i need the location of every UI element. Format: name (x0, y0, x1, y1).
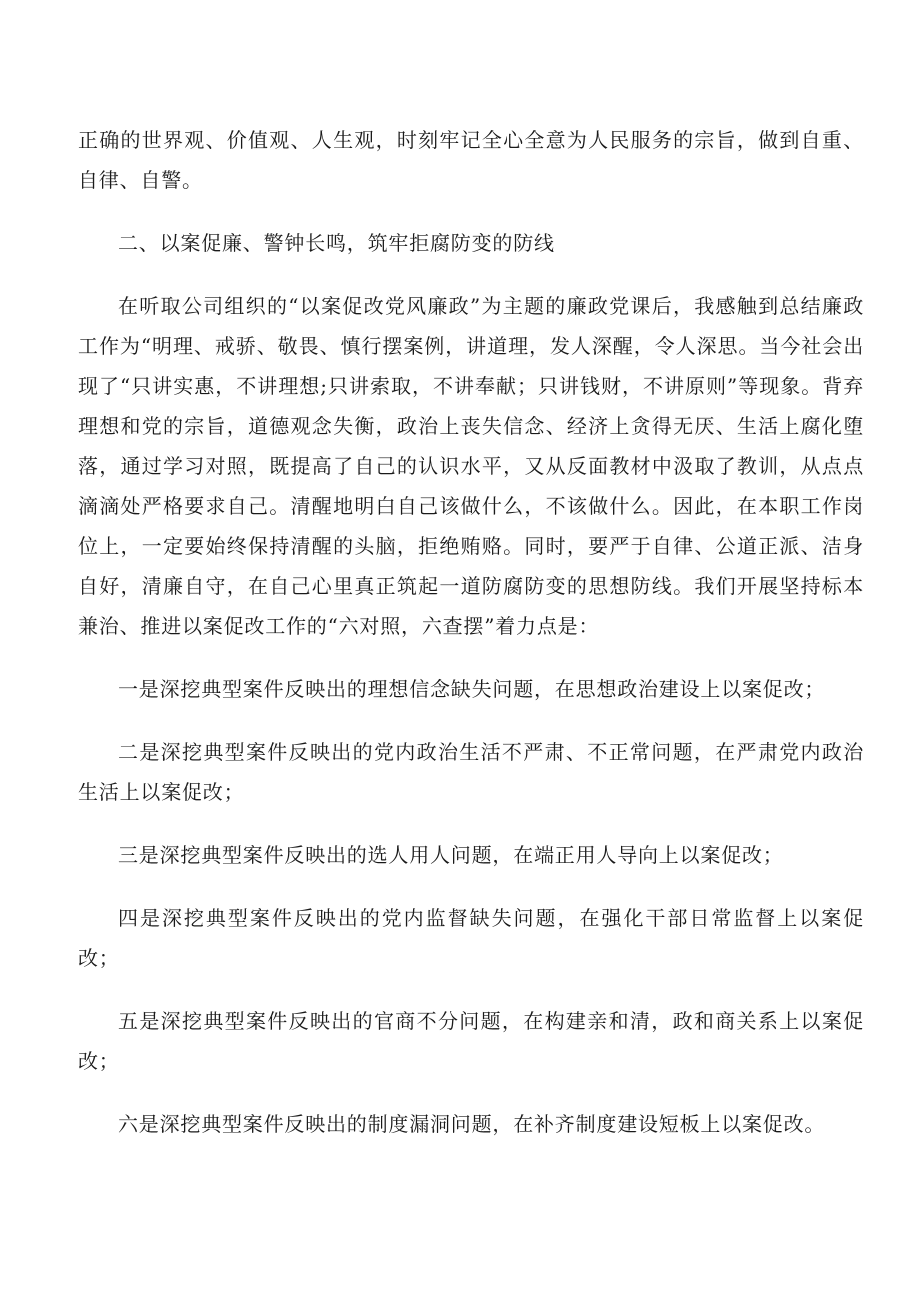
list-item-1: 一是深挖典型案件反映出的理想信念缺失问题，在思想政治建设上以案促改； (118, 677, 826, 701)
body-paragraph: 在听取公司组织的“以案促改党风廉政”为主题的廉政党课后，我感触到总结廉政工作为“明理、戒骄、敬畏、慎行摆案例，讲道理，发人深醒，令人深思。当今社会出现了“只讲实惠，不讲理想;只讲索取，不讲奉献；只讲钱财，不讲原则”等现象。背弃理想和党的宗旨，道德观念失衡，政治上丧失信念、经济上贪得无厌、生活上腐化堕落，通过学习对照，既提高了自己的认识水平，又从反面教材中汲取了教训，从点点滴滴处严格要求自己。清醒地明白自己该做什么，不该做什么。因此，在本职工作岗位上，一定要始终保持清醒的头脑，拒绝贿赂。同时，要严于自律、公道正派、洁身自好，清廉自守，在自己心里真正筑起一道防腐防变的思想防线。我们开展坚持标本兼治、推进以案促改工作的“六对照，六查摆”着力点是： (78, 294, 864, 638)
paragraph-continuation: 正确的世界观、价值观、人生观，时刻牢记全心全意为人民服务的宗旨，做到自重、自律、自警。 (78, 128, 864, 192)
section-heading: 二、以案促廉、警钟长鸣，筑牢拒腐防变的防线 (118, 231, 555, 255)
list-item-2: 二是深挖典型案件反映出的党内政治生活不严肃、不正常问题，在严肃党内政治生活上以案促改； (78, 740, 864, 804)
list-item-6: 六是深挖典型案件反映出的制度漏洞问题，在补齐制度建设短板上以案促改。 (118, 1112, 826, 1136)
list-item-5: 五是深挖典型案件反映出的官商不分问题，在构建亲和清，政和商关系上以案促改； (78, 1009, 864, 1073)
list-item-3: 三是深挖典型案件反映出的选人用人问题，在端正用人导向上以案促改； (118, 843, 784, 867)
list-item-4: 四是深挖典型案件反映出的党内监督缺失问题，在强化干部日常监督上以案促改； (78, 906, 864, 970)
document-body (78, 120, 864, 1144)
